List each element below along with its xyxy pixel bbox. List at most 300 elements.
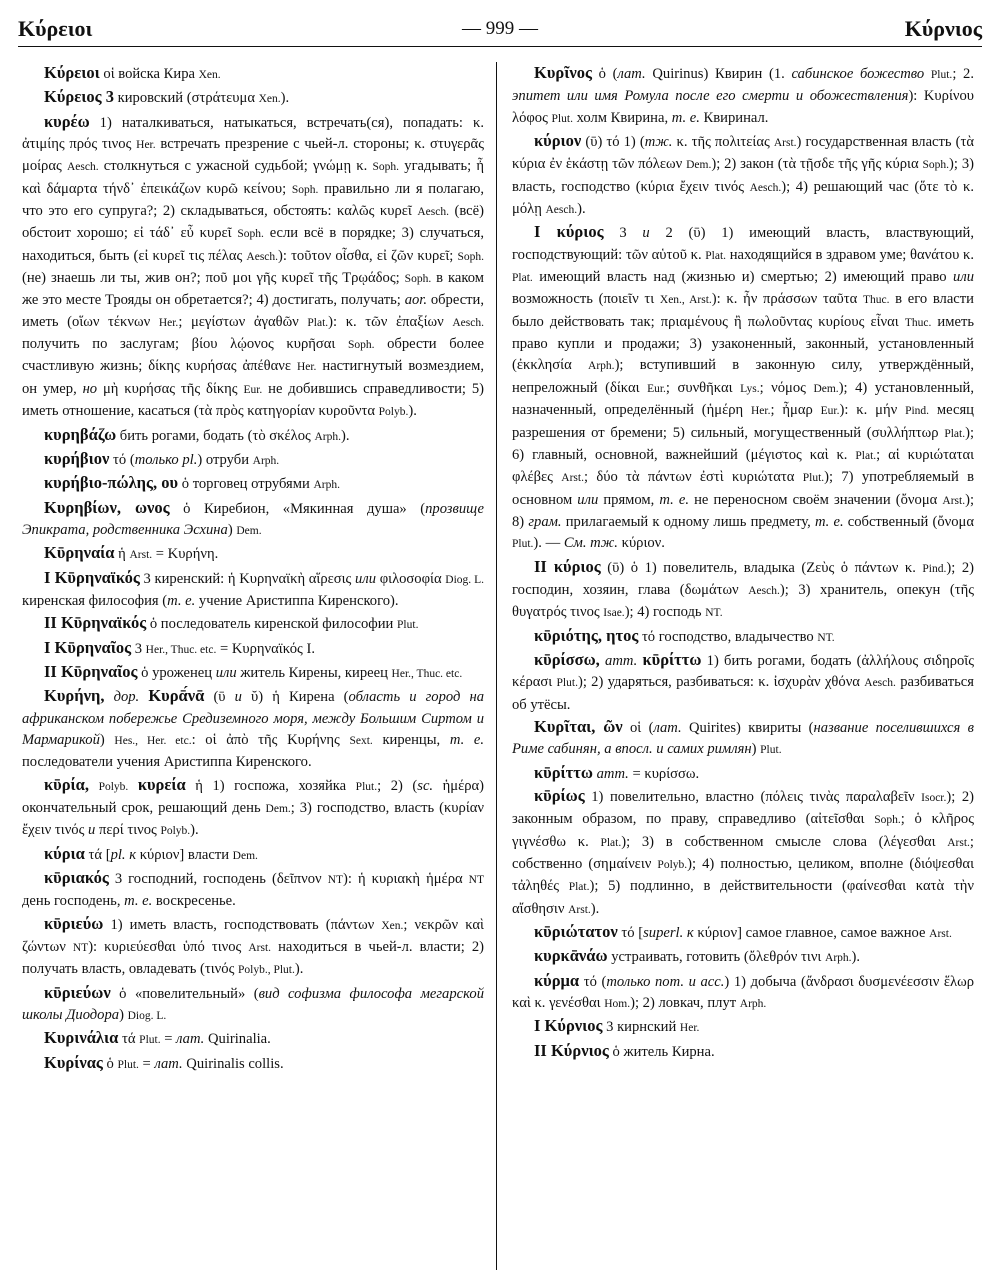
- entry-text: ὁ последователь киренской философии: [146, 616, 398, 633]
- entry-source: NT.: [705, 607, 723, 620]
- entry-text: ; αἱ κυριώταται φλέβες: [512, 446, 975, 486]
- entry-text: ὁ: [102, 1055, 118, 1072]
- entry-text: ); 2) законным образом, по праву, справедливо (αἰτεῖσθαι: [512, 789, 974, 828]
- entry-source: Her.: [136, 139, 156, 152]
- entry-text: ); 2) господин, хозяин, глава (δωμάτων: [512, 559, 974, 598]
- entry-source: Soph.: [291, 183, 319, 196]
- entry-source: Arst.: [568, 903, 591, 916]
- entry-source: Plut.: [397, 619, 419, 632]
- entry-text: ).: [851, 949, 861, 966]
- entry-headword: I Κῡρηναῖος: [44, 637, 132, 657]
- entry-source: Plut.: [556, 677, 578, 690]
- entry-italic: к: [686, 925, 694, 942]
- entry-italic: но: [82, 380, 98, 397]
- entry-text: ); 2) закон (τὰ τῇσδε τῆς γῆς κύρια: [711, 156, 923, 173]
- dictionary-entry: [22, 1027, 484, 1051]
- entry-text: настигнутый возмездием, он умер,: [22, 358, 484, 397]
- entry-source: Aesch.: [417, 206, 449, 219]
- entry-headword: Κῡρηναία: [44, 543, 115, 563]
- dictionary-entry: [512, 785, 974, 921]
- entry-text: получить по заслугам; βίου λῴονος κυρῆσαι: [22, 336, 348, 353]
- entry-text: 1) наталкиваться, натыкаться, встречать(ся), попадать: κ. ἀτιμίης πρός τινος: [22, 114, 484, 153]
- entry-text: = Κυρήνη.: [152, 546, 219, 563]
- entry-source: Arph.: [314, 430, 341, 443]
- entry-text: ; 3) господство, власть (κυρίαν ἔχειν τινός: [22, 800, 484, 839]
- entry-text: ; ἦμαρ: [770, 402, 821, 419]
- entry-italic: или: [215, 664, 237, 681]
- entry-headword: Κυρᾱ́νᾱ: [148, 686, 205, 706]
- entry-headword: Κύρειος 3: [44, 87, 114, 107]
- entry-source: Soph.: [404, 273, 432, 286]
- entry-text: ).: [294, 961, 304, 978]
- entry-source: Dem.: [265, 803, 291, 815]
- entry-text: = κυρίσσω.: [628, 765, 700, 782]
- entry-text: правильно ли я полагаю, что это его супруга?; 2) складываться, обстоять: καλῶς κυρεῖ: [22, 180, 484, 220]
- entry-source: Aesch.: [864, 677, 896, 690]
- entry-text: =: [160, 1031, 177, 1048]
- entry-text: [128, 778, 138, 794]
- entry-text: в каком же это месте Трояды он обретается?; 4) достигать, получать;: [22, 270, 484, 309]
- entry-text: ); 3) в собственном смысле слова (λέγεσθαι: [621, 833, 948, 850]
- entry-text: ): τοῦτον οἶσθα, εἰ ζῶν κυρεῖ;: [278, 247, 458, 264]
- entry-text: ); 2) ловкач, плут: [630, 995, 740, 1012]
- entry-text: встречать презрение с чьей-л. стороны; κ. στυγερᾶς μοίρας: [22, 136, 484, 175]
- entry-headword: Κυρίνας: [44, 1052, 103, 1072]
- entry-text: κ. τῆς πολιτείας: [672, 134, 774, 151]
- dictionary-entry: [22, 86, 484, 110]
- dictionary-entry: [512, 921, 974, 945]
- entry-source: Lys.: [740, 382, 760, 395]
- page-number: — 999 —: [462, 18, 538, 39]
- entry-text: κύριον] самое главное, самое важное: [693, 925, 930, 942]
- entry-source: Polyb., Plut.: [238, 964, 295, 977]
- dictionary-entry: [22, 867, 484, 913]
- entry-source: Soph.: [874, 814, 901, 827]
- entry-source: Arst.: [929, 928, 952, 941]
- entry-headword: II Κύρνιος: [534, 1040, 609, 1060]
- entry-source: Plut.: [355, 780, 378, 793]
- entry-text: холм Квирина,: [572, 109, 672, 126]
- entry-text: Quirites) квириты (: [681, 719, 814, 736]
- dictionary-entry: [22, 843, 484, 867]
- dictionary-entry: [22, 448, 484, 472]
- dictionary-entry: [512, 970, 974, 1016]
- entry-italic: только pl.: [134, 451, 198, 468]
- entry-text: житель Кирены, киреец: [236, 664, 392, 681]
- entry-text: воскресенье.: [152, 893, 236, 910]
- entry-source: NT.: [817, 631, 835, 644]
- entry-source: Aesch.: [66, 161, 99, 174]
- entry-text: ).: [577, 201, 586, 218]
- entry-italic: и: [642, 225, 650, 242]
- entry-italic: aor.: [404, 292, 427, 309]
- entry-text: ὁ уроженец: [137, 664, 216, 681]
- entry-text: не переносном своём значении (ὄνομα: [688, 491, 943, 508]
- entry-text: учение Аристиппа Киренского).: [195, 592, 399, 609]
- header-right-headword: Κύρνιος: [904, 16, 982, 41]
- entry-source: Aesch.: [748, 584, 780, 597]
- entry-source: Soph.: [347, 339, 375, 352]
- dictionary-entry: [512, 625, 974, 649]
- entry-source: Dem.: [236, 524, 262, 537]
- dictionary-entry: [512, 62, 974, 130]
- entry-source: Thuc.: [904, 316, 932, 329]
- entry-headword: Κυρινάλια: [44, 1028, 119, 1048]
- entry-source: Polyb.: [160, 825, 191, 838]
- entry-text: ): κυριεύεσθαι ὑπό τινος: [88, 939, 249, 956]
- entry-italic: эпитет или имя Ромула после его смерти и обожествления: [512, 88, 909, 105]
- entry-source: Aesch.: [452, 316, 484, 329]
- entry-source: Arst.: [773, 137, 797, 150]
- right-column: [512, 62, 974, 1063]
- entry-source: NT: [72, 942, 89, 955]
- dictionary-entry: [22, 472, 484, 496]
- entry-text: иметь право купли и продажи; 3) узаконенный, законный, установленный (ἐκκλησία: [512, 313, 974, 374]
- entry-text: угадывать; ἦ καὶ δάμαρτα τήνδ᾽ ἐπεικάζων κυρῶ κείνου;: [22, 158, 484, 197]
- entry-headword: κῡριώτατον: [534, 922, 618, 942]
- entry-italic: лат.: [154, 1055, 183, 1072]
- entry-text: 1) повелительно, властно (πόλεις τινὰς παραλαβεῖν: [584, 789, 922, 805]
- entry-text: ). —: [533, 535, 564, 552]
- entry-source: Plut.: [551, 112, 573, 125]
- dictionary-entry: [512, 649, 974, 716]
- entry-source: Pind.: [905, 405, 930, 418]
- entry-text: Quirinalis collis.: [182, 1055, 284, 1072]
- entry-text: киренцы,: [372, 731, 450, 748]
- entry-source: Plut.: [930, 69, 953, 81]
- entry-source: Xen., Arst.: [659, 294, 712, 307]
- dictionary-entry: [22, 661, 484, 685]
- entry-text: τό (: [109, 451, 135, 468]
- entry-headword: κυρήβιον: [44, 448, 110, 468]
- entry-source: Dem.: [232, 849, 258, 862]
- entry-italic: дор.: [113, 689, 140, 706]
- entry-text: ) отруби: [197, 451, 253, 468]
- entry-text: οἱ войска Кира: [99, 66, 199, 82]
- entry-headword: κῡρίττω: [642, 649, 702, 669]
- entry-text: φιλοσοφία: [376, 570, 446, 587]
- entry-text: ὁ (: [591, 66, 618, 82]
- entry-text: (ῡ: [204, 689, 235, 706]
- entry-text: κύριον] власти: [136, 846, 233, 863]
- entry-source: Eur.: [820, 405, 840, 418]
- entry-text: возможность (ποιεῖν τι: [512, 291, 660, 308]
- entry-italic: лат.: [617, 66, 646, 82]
- entry-text: τό (: [579, 973, 607, 990]
- dictionary-entry: [22, 111, 484, 424]
- entry-text: ; μεγίστων ἀγαθῶν: [178, 313, 308, 330]
- entry-headword: Κυρήνη,: [44, 686, 105, 706]
- entry-text: обрести, иметь (οἵων τέκνων: [22, 292, 485, 330]
- entry-italic: т. е.: [449, 731, 485, 748]
- entry-text: ὁ житель Кирна.: [608, 1043, 715, 1060]
- entry-source: Arst.: [129, 549, 153, 562]
- entry-source: Her.: [296, 361, 317, 374]
- entry-text: ); 4) полностью, целиком, вполне (διόψεσθαι τἀληθές: [512, 856, 974, 895]
- entry-source: Isocr.: [921, 792, 947, 804]
- entry-text: ; νόμος: [759, 379, 814, 396]
- entry-italic: superl.: [643, 925, 684, 942]
- entry-italic: лат.: [176, 1031, 205, 1048]
- dictionary-entry: [22, 542, 484, 566]
- entry-source: Xen.: [198, 69, 221, 81]
- entry-source: Hom.: [604, 998, 631, 1011]
- entry-source: NT: [468, 874, 484, 887]
- dictionary-entry: [22, 913, 484, 982]
- entry-text: ): Κυρίνου λόφος: [512, 88, 974, 126]
- entry-text: ); вступивший в законную силу, утверждённый, непреложный (δίκαι: [512, 357, 974, 396]
- entry-source: Eur.: [243, 383, 263, 396]
- entry-headword: κυρηβάζω: [44, 424, 117, 444]
- entry-italic: вид софизма философа мегарской школы Диодора: [22, 985, 484, 1024]
- entry-source: Polyb.: [98, 780, 129, 793]
- header-left-headword: Κύρειοι: [18, 16, 93, 41]
- entry-italic: тж.: [644, 134, 673, 151]
- entry-headword: Κυρηβίων, ωνος: [44, 497, 170, 517]
- entry-text: [89, 778, 99, 794]
- entry-source: Diog. L.: [445, 573, 484, 586]
- entry-text: ); 4) решающий час (ὅτε τὸ κ. μόλῃ: [512, 178, 974, 218]
- entry-source: Thuc.: [862, 294, 890, 307]
- entry-source: Plat.: [512, 272, 533, 285]
- entry-italic: атт.: [605, 652, 638, 669]
- entry-text: ὁ Киребион, «Мякинная душа» (: [169, 500, 426, 517]
- entry-text: если всё в порядке; 3) случаться, находиться, быть (εἰ κυρεῖ τις πέλας: [22, 225, 484, 264]
- entry-text: Quirinus) Квирин (1.: [645, 66, 792, 82]
- entry-source: Soph.: [372, 161, 400, 174]
- entry-headword: I Κῡρηναϊκός: [44, 567, 140, 587]
- dictionary-entry: [22, 1052, 484, 1076]
- entry-text: ) 1) добыча (ἄνδρασι δυσμενέεσσιν ἕλωρ καὶ κ. γενέσθαι: [512, 973, 974, 1012]
- entry-headword: κῡριεύων: [44, 982, 111, 1002]
- entry-text: [139, 689, 148, 705]
- entry-text: = Κυρηναϊκός I.: [216, 640, 315, 657]
- left-column: [22, 62, 484, 1076]
- entry-text: ).: [408, 403, 417, 420]
- entry-source: Her.: [158, 316, 179, 329]
- entry-text: κύριον.: [617, 535, 665, 552]
- entry-source: Arph.: [825, 952, 852, 965]
- dictionary-entry: [512, 221, 974, 555]
- entry-source: Her.: [751, 405, 771, 418]
- entry-italic: или: [577, 491, 599, 508]
- entry-text: ): κ. τῶν ἐπαξίων: [328, 313, 453, 330]
- entry-source: Plat.: [600, 836, 622, 849]
- dictionary-entry: [512, 1015, 974, 1039]
- entry-text: обрести более счастливую жизнь; δίκης κυρήσας ἀπέθανε: [22, 336, 484, 375]
- entry-text: οἱ (: [622, 719, 654, 736]
- entry-source: Plut.: [139, 1034, 161, 1047]
- entry-italic: pl.: [110, 846, 126, 863]
- entry-headword: κύρμα: [534, 970, 580, 990]
- entry-text: разбиваться об утёсы.: [512, 674, 974, 713]
- entry-text: ῠ) ἡ Кирена (: [241, 689, 349, 706]
- entry-text: ): [119, 1007, 128, 1024]
- entry-headword: κυρήβιο-πώλης, ου: [44, 473, 179, 493]
- entry-text: месяц разрешения от бремени; 5) сильный, могущественный (συλλήπτωρ: [512, 402, 974, 441]
- entry-source: Isae.: [603, 607, 625, 620]
- entry-text: (всё) обстоит хорошо; εἰ τάδ᾽ εὖ κυρεῖ: [22, 203, 484, 242]
- entry-source: Plat.: [568, 881, 590, 894]
- entry-headword: κῡρίως: [534, 786, 585, 805]
- entry-text: ; ὁ κλῆρος γιγνέσθω κ.: [512, 811, 974, 850]
- dictionary-entry: [512, 556, 974, 625]
- dictionary-entry: [22, 62, 484, 86]
- entry-source: Eur.: [647, 382, 666, 395]
- entry-source: Plat.: [855, 449, 877, 462]
- entry-headword: Κυρῖται, ῶν: [534, 716, 623, 736]
- entry-source: Plut.: [802, 472, 825, 485]
- entry-text: =: [138, 1055, 155, 1072]
- entry-text: ); 6) главный, основной, важнейший (μέγιστος καὶ κ.: [512, 424, 974, 463]
- entry-source: Hes., Her. etc.: [114, 734, 192, 747]
- entry-headword: II Κῡρηναϊκός: [44, 613, 147, 633]
- entry-text: ) государственная власть (τὰ κύρια ἐν ἑκάστῃ τῶν πόλεων: [512, 134, 974, 173]
- entry-headword: I κύριος: [534, 222, 604, 242]
- entry-source: Soph.: [922, 159, 950, 172]
- entry-text: 3 киренский: ἡ Κυρηναϊκὴ αἵρεσις: [139, 570, 356, 587]
- entry-source: Sext.: [349, 734, 373, 747]
- entry-headword: κῡριακός: [44, 868, 109, 888]
- entry-text: : οἱ ἀπὸ τῆς Κυρήνης: [191, 731, 350, 748]
- dictionary-entry: [22, 497, 484, 543]
- entry-source: Dem.: [813, 382, 839, 395]
- entry-text: столкнуться с ужасной судьбой; γνώμῃ κ.: [98, 158, 373, 175]
- entry-headword: κυρέω: [44, 111, 90, 131]
- entry-source: Diog. L.: [127, 1010, 167, 1023]
- entry-italic: т. е.: [124, 893, 153, 910]
- entry-text: Квиринал.: [699, 109, 769, 126]
- entry-source: Arst.: [248, 942, 272, 955]
- entry-text: имеющий власть над (жизнью и) смертью; 2) имеющий право: [532, 269, 954, 286]
- dictionary-entry: [22, 637, 484, 661]
- entry-text: ; νεκρῶν καὶ ζώντων: [22, 916, 484, 956]
- entry-text: ; 2) (: [377, 777, 418, 794]
- entry-text: ἡμέρα) окончательный срок, решающий день: [22, 777, 484, 816]
- entry-text: ): ἡ κυριακὴ ἡμέρα: [343, 871, 469, 888]
- entry-text: [924, 66, 931, 82]
- entry-source: Her., Thuc. etc.: [145, 643, 217, 656]
- entry-text: 1) иметь власть, господствовать (πάντων: [103, 916, 382, 933]
- entry-text: ); 4) господь: [624, 604, 706, 621]
- entry-text: ἡ 1) госпожа, хозяйка: [185, 777, 356, 794]
- entry-italic: атт.: [596, 765, 629, 782]
- entry-text: ): κ. μήν: [839, 402, 906, 419]
- entry-text: (ῡ) ὁ 1) повелитель, владыка (Ζεὺς ὁ πάντων κ.: [600, 559, 923, 576]
- entry-source: Plut.: [760, 744, 782, 757]
- entry-headword: κῡρία,: [44, 774, 90, 794]
- entry-source: Arst.: [561, 472, 584, 485]
- entry-text: μὴ κυρήσας τῆς δίκης: [97, 380, 244, 397]
- entry-italic: к: [129, 846, 137, 863]
- entry-source: Xen.: [258, 93, 281, 106]
- entry-text: 2 (ῡ) 1) имеющий власть, властвующий, господствующий: τῶν αὑτοῦ κ.: [512, 225, 974, 263]
- entry-text: кировский (στράτευμα: [113, 90, 259, 107]
- entry-headword: κῡρίττω: [534, 762, 593, 782]
- entry-text: (не) знаешь ли ты, жив он?; ποῦ μοι γῆς κυρεῖ τῆς Τρῳάδος;: [22, 270, 405, 287]
- entry-text: ); 7) употребляемый в основном: [512, 469, 974, 508]
- entry-italic: sc.: [417, 777, 434, 794]
- entry-text: находящийся в здравом уме; θανάτου κ.: [726, 246, 974, 263]
- entry-source: Polyb.: [378, 406, 409, 419]
- entry-text: (ῡ) τό 1) (: [581, 134, 645, 151]
- entry-source: Arph.: [588, 360, 615, 373]
- entry-source: Arst.: [942, 494, 966, 507]
- entry-text: ).: [340, 427, 350, 444]
- entry-text: ); 5) подлинно, в действительности (φαίνεσθαι κατὰ τὴν αἴσθησιν: [512, 878, 974, 917]
- entry-text: день господень,: [22, 893, 125, 910]
- entry-source: Arph.: [739, 998, 767, 1011]
- entry-text: последователи учения Аристиппа Киренского.: [22, 754, 312, 771]
- entry-headword: II κύριος: [534, 556, 601, 576]
- entry-text: τό господство, владычество: [638, 628, 818, 645]
- entry-source: Plut.: [512, 538, 534, 551]
- entry-headword: κυρκᾱνάω: [534, 946, 608, 966]
- entry-text: ; 2.: [952, 66, 974, 82]
- entry-source: Aesch.: [545, 204, 578, 217]
- entry-italic: только пот. и асс.: [606, 973, 725, 990]
- entry-headword: κύρια: [44, 843, 85, 863]
- entry-headword: κῡρίσσω,: [534, 649, 600, 669]
- entry-text: ); 3) хранитель, опекун (τῆς θυγατρός τινος: [512, 581, 974, 621]
- entry-text: ὁ торговец отрубями: [178, 476, 314, 493]
- entry-source: Her., Thuc. etc.: [391, 667, 463, 680]
- entry-source: Her.: [679, 1022, 700, 1035]
- entry-italic: лат.: [653, 719, 682, 736]
- column-divider: [496, 62, 497, 1270]
- entry-text: ; συνθῆκαι: [665, 379, 741, 396]
- entry-source: Xen.: [381, 919, 404, 932]
- dictionary-entry: [22, 567, 484, 613]
- entry-source: Dem.: [686, 159, 712, 172]
- entry-text: περί τινος: [95, 822, 161, 839]
- entry-text: ὁ «повелительный» (: [110, 985, 259, 1002]
- dictionary-entry: [22, 685, 484, 773]
- entry-italic: См. тж.: [563, 535, 618, 552]
- entry-source: Soph.: [457, 250, 484, 263]
- entry-source: Soph.: [237, 228, 264, 241]
- entry-text: ἡ: [114, 546, 130, 563]
- entry-text: ): [227, 521, 237, 538]
- entry-text: ); 2) ударяться, разбиваться: κ. ἰσχυρὰν χθόνα: [577, 674, 865, 691]
- entry-text: ): κ. ἦν πράσσων ταῦτα: [711, 291, 863, 308]
- entry-text: прямом,: [598, 491, 660, 508]
- entry-headword: I Κύρνιος: [534, 1016, 603, 1036]
- entry-text: собственный (ὄνομα: [843, 513, 975, 530]
- entry-italic: т. е.: [814, 513, 844, 530]
- entry-source: Aesch.: [749, 181, 782, 194]
- entry-italic: т. е.: [167, 592, 196, 609]
- entry-italic: и: [88, 822, 96, 839]
- entry-text: ): [751, 741, 761, 758]
- dictionary-entry: [22, 612, 484, 636]
- entry-text: τά: [118, 1031, 140, 1048]
- entry-text: 3 кирнский: [602, 1019, 680, 1036]
- entry-text: Quirinalia.: [204, 1031, 271, 1048]
- entry-source: Plat.: [705, 249, 727, 262]
- entry-italic: и: [234, 689, 242, 706]
- entry-text: τά [: [84, 846, 111, 863]
- entry-italic: прозвище Эпикрата, родственника Эсхина: [22, 500, 484, 538]
- dictionary-entry: [512, 1040, 974, 1063]
- dictionary-entry: [512, 716, 974, 762]
- entry-text: 3: [603, 225, 643, 242]
- entry-italic: или: [953, 269, 974, 286]
- entry-italic: т. е.: [659, 491, 689, 508]
- dictionary-entry: [22, 424, 484, 448]
- entry-headword: II Κῡρηναῖος: [44, 661, 138, 681]
- dictionary-entry: [512, 945, 974, 969]
